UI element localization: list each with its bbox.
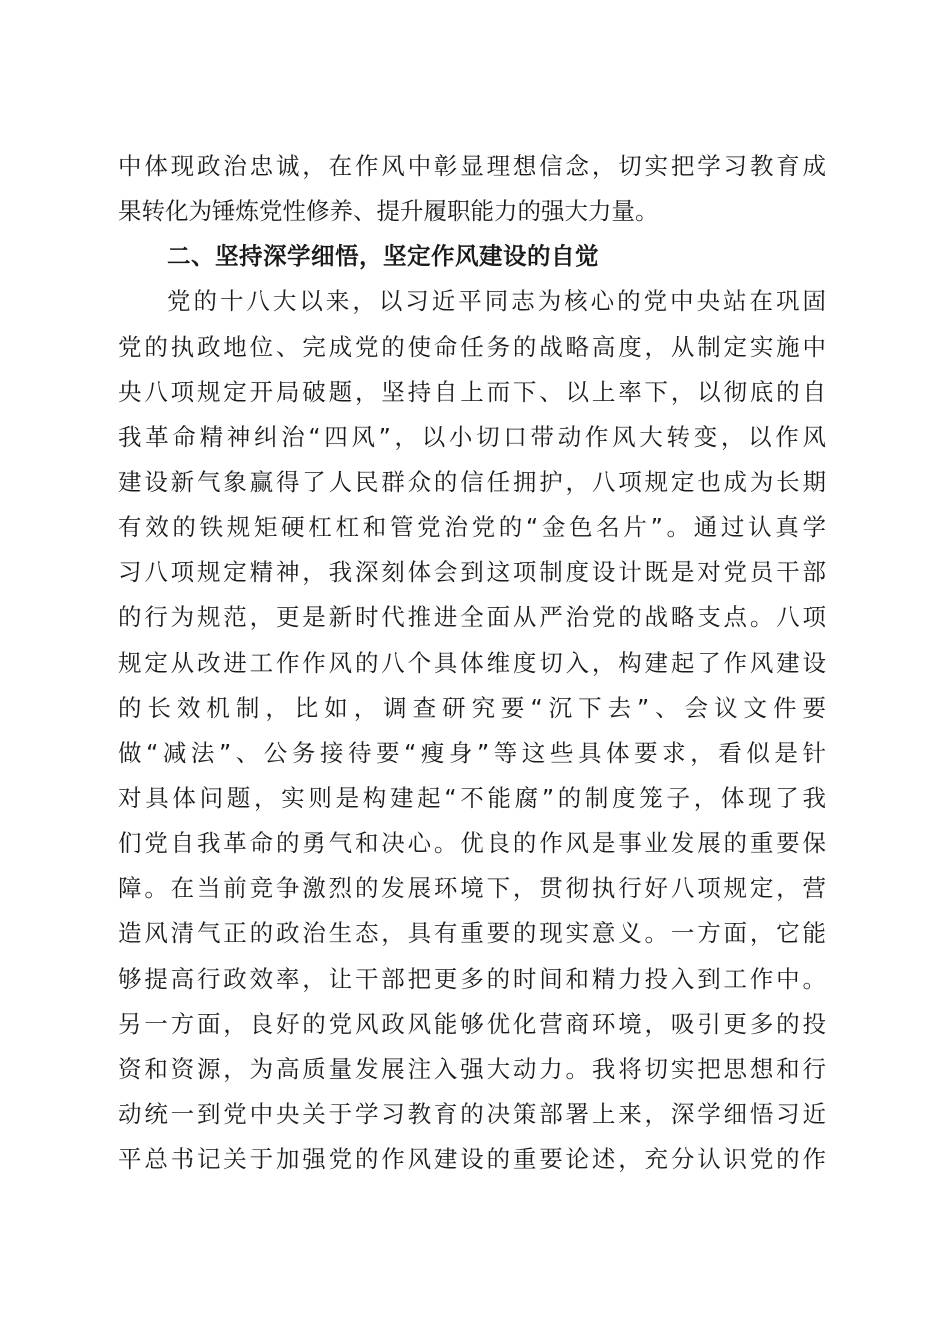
document-body [118,144,826,1182]
paragraph-line: 另一方面，良好的党风政风能够优化营商环境，吸引更多的投 [118,1009,826,1038]
paragraph-line: 资和资源，为高质量发展注入强大动力。我将切实把思想和行 [118,1054,826,1083]
paragraph-line: 们党自我革命的勇气和决心。优良的作风是事业发展的重要保 [118,829,826,858]
paragraph-line: 动统一到党中央关于学习教育的决策部署上来，深学细悟习近 [118,1099,826,1128]
paragraph-line: 有效的铁规矩硬杠杠和管党治党的“金色名片”。通过认真学 [118,513,826,542]
paragraph-line: 央八项规定开局破题，坚持自上而下、以上率下，以彻底的自 [118,377,826,406]
paragraph-line: 党的执政地位、完成党的使命任务的战略高度，从制定实施中 [118,332,826,361]
section-heading: 二、坚持深学细悟，坚定作风建设的自觉 [167,242,599,271]
paragraph-line: 习八项规定精神，我深刻体会到这项制度设计既是对党员干部 [118,558,826,587]
paragraph-line: 我革命精神纠治“四风”，以小切口带动作风大转变，以作风 [118,422,826,451]
paragraph-line: 够提高行政效率，让干部把更多的时间和精力投入到工作中。 [118,964,826,993]
paragraph-line: 造风清气正的政治生态，具有重要的现实意义。一方面，它能 [118,919,826,948]
paragraph-line: 的长效机制，比如，调查研究要“沉下去”、会议文件要 [118,693,826,722]
paragraph-line: 中体现政治忠诚，在作风中彰显理想信念，切实把学习教育成 [118,152,826,180]
paragraph-line: 平总书记关于加强党的作风建设的重要论述，充分认识党的作 [118,1145,826,1174]
paragraph-line: 建设新气象赢得了人民群众的信任拥护，八项规定也成为长期 [118,467,826,496]
paragraph-line: 的行为规范，更是新时代推进全面从严治党的战略支点。八项 [118,603,826,632]
paragraph-line: 做“减法”、公务接待要“瘦身”等这些具体要求，看似是针 [118,738,826,767]
paragraph-line: 党的十八大以来，以习近平同志为核心的党中央站在巩固 [167,287,826,316]
paragraph-line: 对具体问题，实则是构建起“不能腐”的制度笼子，体现了我 [118,783,826,812]
paragraph-line: 果转化为锤炼党性修养、提升履职能力的强大力量。 [118,197,659,226]
paragraph-line: 规定从改进工作作风的八个具体维度切入，构建起了作风建设 [118,648,826,677]
paragraph-line: 障。在当前竞争激烈的发展环境下，贯彻执行好八项规定，营 [118,874,826,903]
